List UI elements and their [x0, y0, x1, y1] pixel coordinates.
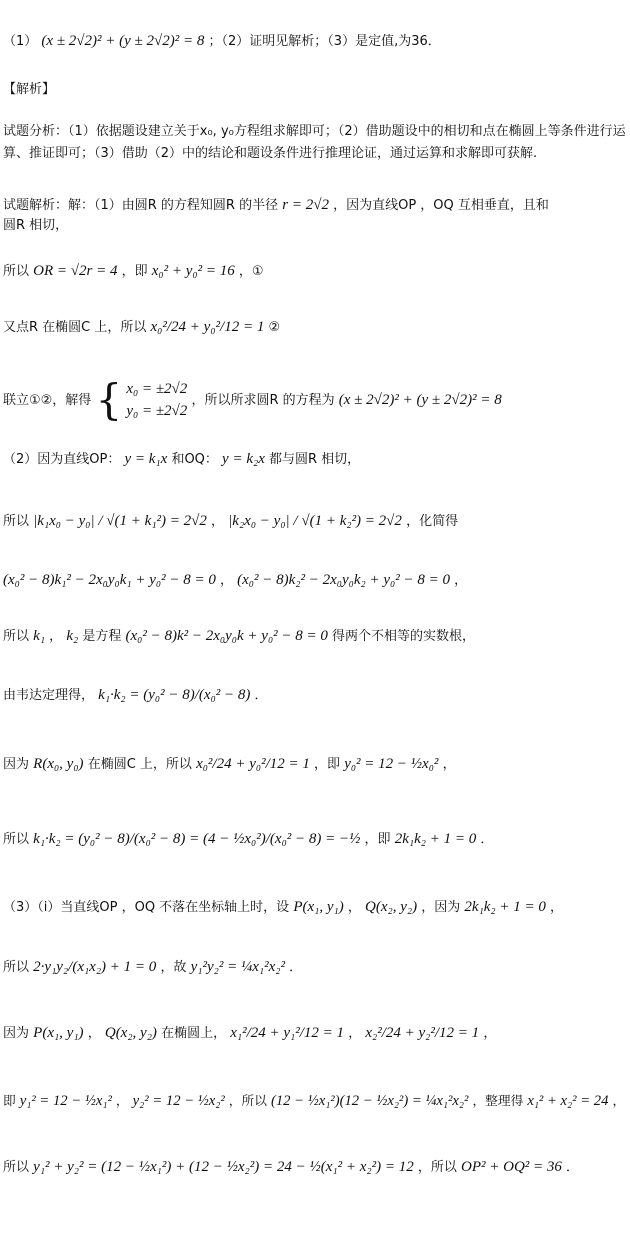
- solution-text: 在椭圆上，: [161, 1026, 227, 1041]
- solution-line-10: [3, 755, 626, 774]
- solution-text: 和OQ：: [171, 452, 218, 467]
- answer-part1: （1）: [3, 34, 38, 49]
- solution-text: 所以: [3, 1160, 30, 1175]
- solution-text: 由韦达定理得，: [3, 688, 95, 703]
- solution-text: ，: [219, 573, 233, 588]
- point-q-2: Q(x₂, y₂): [104, 1025, 157, 1041]
- quadratic-k: (x₀² − 8)k² − 2x₀y₀k + y₀² − 8 = 0: [125, 628, 328, 644]
- y0-equation: y₀² = 12 − ½x₀²: [344, 756, 439, 772]
- solution-line-7: [3, 571, 626, 590]
- solution-text: ，即: [314, 757, 341, 772]
- point-q: Q(x₂, y₂): [365, 899, 418, 915]
- solution-text: ，因为: [421, 900, 461, 915]
- solution-text: ，即: [121, 264, 148, 279]
- quadratic-k2: (x₀² − 8)k₂² − 2x₀y₀k₂ + y₀² − 8 = 0: [237, 572, 450, 588]
- solution-text: 即: [3, 1093, 16, 1108]
- solution-text: ，: [347, 900, 361, 915]
- k2-symbol: k₂: [66, 628, 79, 644]
- solution-text: ②: [268, 320, 281, 335]
- solution-line-1b: 圆R 相切，: [3, 218, 69, 233]
- solution-text: 在椭圆C 上，所以: [87, 757, 192, 772]
- sum-y-equation: y₁² + y₂² = (12 − ½x₁²) + (12 − ½x₂²) = 24 − ½(x₁² + x₂²) = 12: [33, 1159, 414, 1175]
- solution-text: ，: [87, 1026, 101, 1041]
- solution-text: ．: [480, 832, 494, 847]
- solution-line-4: [3, 375, 626, 425]
- solution-text: ，: [211, 514, 225, 529]
- y1-equation: y₁² = 12 − ½x₁²: [19, 1093, 112, 1109]
- solution-text: ，所以: [228, 1093, 267, 1108]
- solution-text: ，: [483, 1026, 497, 1041]
- answer-part2: ；（2）证明见解析；（3）是定值,为36．: [208, 34, 441, 49]
- solution-text: 所以: [3, 832, 30, 847]
- solution-text: ，即: [364, 832, 391, 847]
- system-row-x: x₀ = ±2√2: [126, 381, 188, 398]
- solution-line-15: [3, 1092, 626, 1110]
- solution-text: ，: [454, 573, 468, 588]
- solution-text: 又点R 在椭圆C 上，所以: [3, 320, 147, 335]
- solution-line-9: [3, 686, 626, 705]
- solution-line-5: [3, 450, 626, 469]
- solution-text: ，: [442, 757, 456, 772]
- solution-line-8: [3, 627, 626, 646]
- solution-text: ，①: [238, 264, 264, 279]
- relation-equation: 2k₁k₂ + 1 = 0: [394, 831, 477, 847]
- solution-line-14: [3, 1024, 626, 1043]
- sum-x-equation: x₁² + x₂² = 24: [527, 1093, 609, 1109]
- or-equation: OR = √2r = 4: [33, 263, 118, 279]
- solution-line-11: [3, 830, 626, 849]
- solution-text: ，化简得: [406, 514, 459, 529]
- ellipse-q-equation: x₂²/24 + y₂²/12 = 1: [365, 1025, 480, 1041]
- solution-line-12: [3, 898, 626, 917]
- circle-condition-equation: x₀² + y₀² = 16: [151, 263, 235, 279]
- y2-equation: y₂² = 12 − ½x₂²: [132, 1093, 225, 1109]
- solution-line-6: [3, 512, 626, 531]
- solution-text: ，所以: [417, 1160, 457, 1175]
- answer-line: [3, 32, 626, 51]
- k1-symbol: k₁: [33, 628, 46, 644]
- solution-text: ，: [348, 1026, 362, 1041]
- distance-equation-2: |k₂x₀ − y₀| / √(1 + k₂²) = 2√2: [228, 513, 402, 529]
- solution-line-16: [3, 1158, 626, 1177]
- radius-equation: r = 2√2: [282, 197, 329, 213]
- solution-text: （2）因为直线OP：: [3, 452, 121, 467]
- ellipse-equation: x₀²/24 + y₀²/12 = 1: [150, 319, 265, 335]
- answer-circle-equation: (x ± 2√2)² + (y ± 2√2)² = 8: [41, 33, 205, 49]
- idea-paragraph: 试题分析：（1）依据题设建立关于x₀, y₀方程组求解即可；（2）借助题设中的相切和点在椭圆上等条件进行运算、推证即可；（3）借助（2）中的结论和题设条件进行推理论证，通过运算和求解即可获解.: [3, 124, 626, 161]
- solution-text: ．: [566, 1160, 580, 1175]
- solution-text: 是方程: [82, 629, 122, 644]
- solution-text: ，故: [160, 960, 187, 975]
- solution-text: ，所以所求圆R 的方程为: [191, 393, 335, 408]
- solution-text: ，: [115, 1093, 129, 1108]
- point-p: P(x₁, y₁): [293, 899, 344, 915]
- point-p-2: P(x₁, y₁): [33, 1025, 84, 1041]
- solution-text: （3）（i）当直线OP ，OQ 不落在坐标轴上时，设: [3, 900, 290, 915]
- solution-text: 因为: [3, 757, 30, 772]
- vieta-equation: k₁·k₂ = (y₀² − 8)/(x₀² − 8): [98, 687, 251, 703]
- analysis-heading: 【解析】: [3, 82, 56, 97]
- solution-text: 所以: [3, 629, 30, 644]
- line-op-equation: y = k₁x: [124, 451, 168, 467]
- ellipse-equation-r: x₀²/24 + y₀²/12 = 1: [196, 756, 310, 772]
- solution-text: ，因为直线OP ，OQ 互相垂直，且和: [333, 198, 549, 213]
- solution-text: ，: [550, 900, 564, 915]
- equation-system: { x₀ = ±2√2 y₀ = ±2√2: [95, 375, 188, 425]
- solution-text: 试题解析：解：（1）由圆R 的方程知圆R 的半径: [3, 198, 279, 213]
- solution-text: 所以: [3, 264, 30, 279]
- solution-line-2: [3, 262, 626, 281]
- product-equation: k₁·k₂ = (y₀² − 8)/(x₀² − 8) = (4 − ½x₀²)/(x₀² − 8) = −½: [33, 831, 361, 847]
- solution-text: ，整理得: [472, 1093, 524, 1108]
- slope-product-equation: 2·y₁y₂/(x₁x₂) + 1 = 0: [33, 959, 157, 975]
- solution-line-13: [3, 958, 626, 977]
- distance-equation-1: |k₁x₀ − y₀| / √(1 + k₁²) = 2√2: [33, 513, 207, 529]
- line-oq-equation: y = k₂x: [222, 451, 265, 467]
- circle-r-equation: (x ± 2√2)² + (y ± 2√2)² = 8: [338, 392, 502, 408]
- solution-text: 联立①②，解得: [3, 393, 92, 408]
- solution-line-1: [3, 196, 626, 215]
- quadratic-k1: (x₀² − 8)k₁² − 2x₀y₀k₁ + y₀² − 8 = 0: [3, 572, 216, 588]
- solution-text: ，: [612, 1093, 626, 1108]
- solution-text: ．: [254, 688, 268, 703]
- point-r: R(x₀, y₀): [33, 756, 84, 772]
- solution-text: 因为: [3, 1026, 30, 1041]
- solution-text: 都与圆R 相切，: [269, 452, 361, 467]
- solution-text: ．: [289, 960, 303, 975]
- relation-equation-2: 2k₁k₂ + 1 = 0: [464, 899, 546, 915]
- system-row-y: y₀ = ±2√2: [126, 403, 188, 420]
- ellipse-p-equation: x₁²/24 + y₁²/12 = 1: [230, 1025, 345, 1041]
- solution-line-3: [3, 318, 626, 337]
- solution-text: ，: [49, 629, 63, 644]
- final-result-equation: OP² + OQ² = 36: [461, 1159, 562, 1175]
- solution-text: 得两个不相等的实数根，: [332, 629, 476, 644]
- square-product-equation: y₁²y₂² = ¼x₁²x₂²: [190, 959, 285, 975]
- product-equation-2: (12 − ½x₁²)(12 − ½x₂²) = ¼x₁²x₂²: [270, 1093, 469, 1109]
- solution-text: 所以: [3, 960, 30, 975]
- solution-text: 所以: [3, 514, 30, 529]
